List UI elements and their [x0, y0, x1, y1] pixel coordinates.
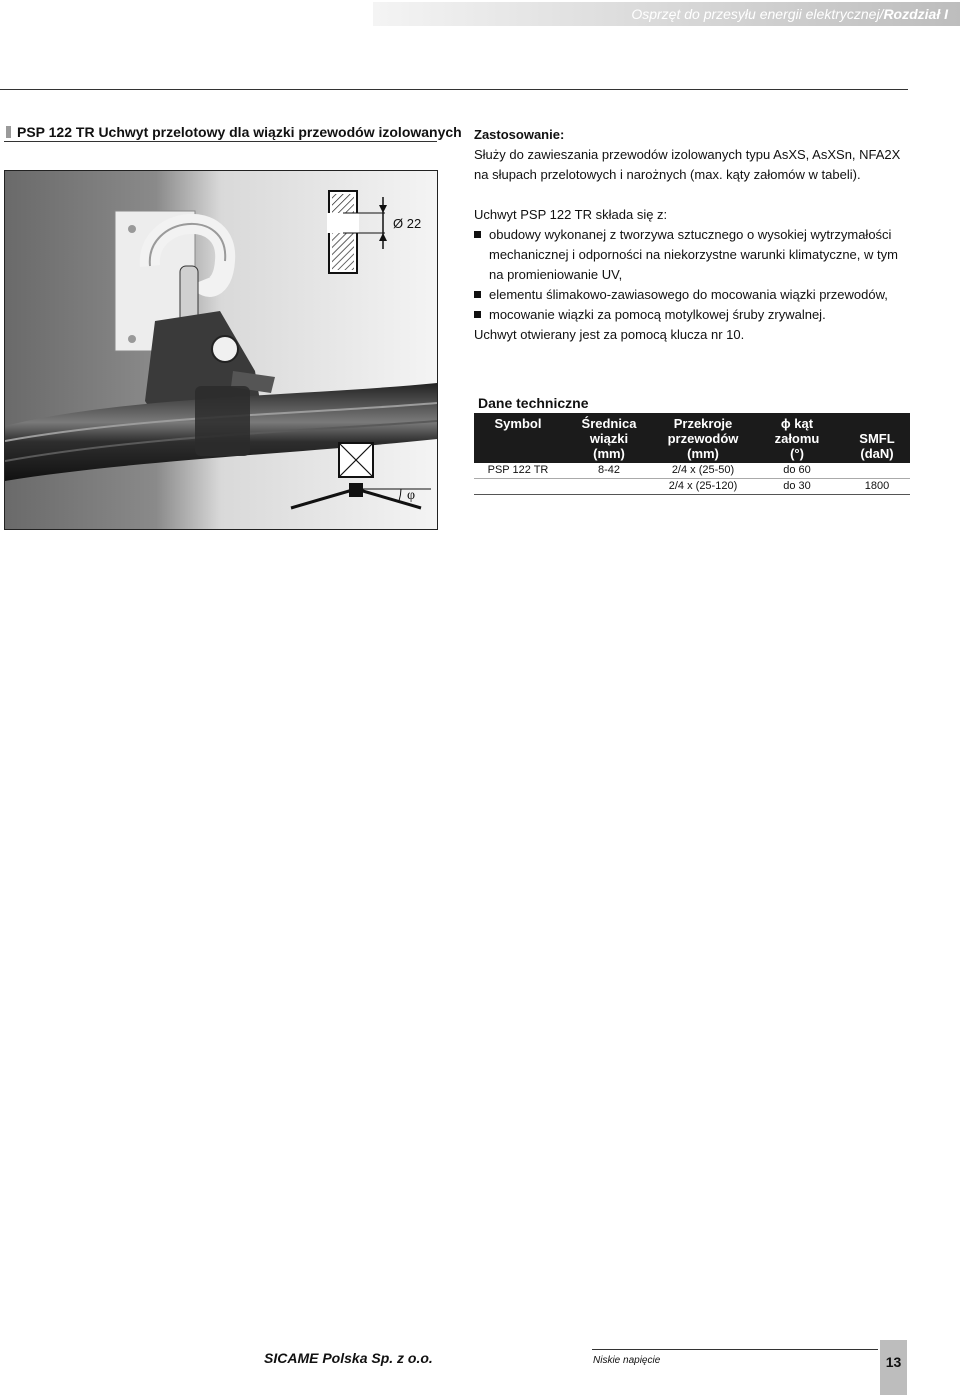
cell-cross-section: 2/4 x (25-120): [656, 479, 750, 495]
bullet-square-icon: [474, 231, 481, 238]
table-row: [474, 479, 910, 495]
header-band: [373, 2, 960, 26]
header-angle: ϕ kąt załomu (°): [750, 413, 844, 463]
section-marker: [6, 126, 11, 138]
angle-label: φ: [407, 488, 416, 503]
table-header-row: [474, 413, 910, 463]
application-line: na słupach przelotowych i narożnych (max. kąty załomów w tabeli).: [474, 167, 861, 182]
cell-smfl: 1800: [844, 479, 910, 495]
bullet-square-icon: [474, 311, 481, 318]
description: [474, 125, 914, 345]
application-heading: Zastosowanie:: [474, 127, 565, 142]
header-diameter: Średnica wiązki (mm): [562, 413, 656, 463]
section-title: PSP 122 TR Uchwyt przelotowy dla wiązki przewodów izolowanych: [6, 124, 462, 140]
application-line: Służy do zawieszania przewodów izolowanych typu AsXS, AsXSn, NFA2X: [474, 147, 901, 162]
bullet-line: mocowanie wiązki za pomocą motylkowej śruby zrywalnej.: [489, 307, 826, 322]
product-photo: [4, 170, 438, 530]
bullet-item: [474, 305, 914, 325]
page-number-box: [880, 1340, 907, 1395]
cell-angle: do 60: [750, 463, 844, 479]
cell-symbol: PSP 122 TR: [474, 463, 562, 479]
header-rule: [0, 89, 908, 90]
bullet-line: obudowy wykonanej z tworzywa sztucznego o wysokiej wytrzymałości: [489, 227, 892, 242]
header-cross-section: Przekroje przewodów (mm): [656, 413, 750, 463]
running-title: Osprzęt do przesyłu energii elektrycznej/Rozdział I: [631, 6, 948, 22]
breakaway-bolt: [212, 336, 238, 362]
cell-symbol: [474, 479, 562, 495]
closing-note: Uchwyt otwierany jest za pomocą klucza nr 10.: [474, 327, 745, 342]
bullet-item: [474, 285, 914, 305]
bullet-item: [474, 225, 914, 285]
footer-section: Niskie napięcie: [593, 1355, 661, 1366]
bullet-line: elementu ślimakowo-zawiasowego do mocowania wiązki przewodów,: [489, 287, 888, 302]
composition-intro: Uchwyt PSP 122 TR składa się z:: [474, 207, 668, 222]
cell-diameter: [562, 479, 656, 495]
cell-diameter: 8-42: [562, 463, 656, 479]
bullet-line: na promieniowanie UV,: [489, 267, 623, 282]
header-symbol: Symbol: [474, 413, 562, 463]
bullet-line: mechanicznej i odporności na niekorzystne warunki klimatyczne, w tym: [489, 247, 898, 262]
bullet-square-icon: [474, 291, 481, 298]
dimension-label: Ø 22: [393, 216, 422, 231]
table-row: [474, 463, 910, 479]
tech-data-table: [474, 413, 910, 495]
footer-rule: [592, 1349, 878, 1350]
section-title-underline: [4, 141, 437, 142]
cell-smfl: [844, 463, 910, 479]
header-smfl: SMFL (daN): [844, 413, 910, 463]
footer-company: SICAME Polska Sp. z o.o.: [264, 1350, 433, 1366]
page-number: 13: [885, 1354, 902, 1370]
cell-angle: do 30: [750, 479, 844, 495]
cell-cross-section: 2/4 x (25-50): [656, 463, 750, 479]
tech-data-title: Dane techniczne: [478, 395, 589, 411]
